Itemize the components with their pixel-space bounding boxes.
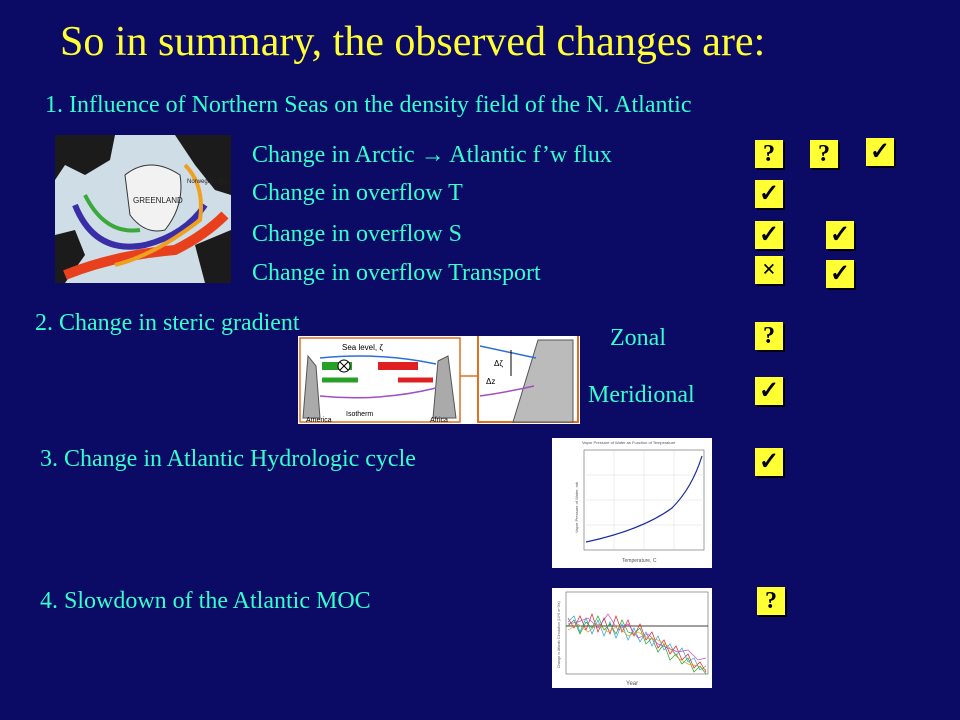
row-arctic-mark-3: ✓ — [866, 138, 894, 166]
row-overflow-s-mark-2: ✓ — [826, 221, 854, 249]
moc-slowdown-chart — [552, 588, 712, 688]
vapor-svg — [552, 438, 712, 568]
moc-svg — [552, 588, 712, 688]
map-norwegian-label: Norwegian Sea — [187, 179, 229, 185]
steric-svg — [298, 336, 580, 424]
diagram-dzeta-label: Δζ — [494, 359, 503, 368]
item-4-heading: 4. Slowdown of the Atlantic MOC — [40, 588, 371, 614]
row-overflow-s-label: Change in overflow S — [252, 221, 462, 247]
diagram-dz-label: Δz — [486, 377, 496, 386]
row-overflow-s-mark-1: ✓ — [755, 221, 783, 249]
vapor-chart-ylabel: Vapor Pressure of Water, mb — [574, 481, 579, 533]
steric-gradient-diagram — [298, 336, 580, 424]
hydrologic-mark: ✓ — [755, 448, 783, 476]
moc-chart-ylabel: Change in Atlantic Circulation (10^6 m^3/s) — [557, 601, 561, 668]
row-transport-label: Change in overflow Transport — [252, 260, 541, 286]
map-greenland-label: GREENLAND — [133, 196, 183, 205]
row-transport-mark-1: × — [755, 256, 783, 284]
page-title: So in summary, the observed changes are: — [60, 19, 766, 65]
row-transport-mark-2: ✓ — [826, 260, 854, 288]
zonal-label: Zonal — [610, 325, 666, 351]
moc-mark: ? — [757, 587, 785, 615]
map-svg — [55, 135, 231, 283]
item-1-heading: 1. Influence of Northern Seas on the density field of the N. Atlantic — [45, 92, 692, 118]
vapor-pressure-chart — [552, 438, 712, 568]
row-arctic-mark-1: ? — [755, 140, 783, 168]
item-3-heading: 3. Change in Atlantic Hydrologic cycle — [40, 446, 416, 472]
meridional-mark: ✓ — [755, 377, 783, 405]
diagram-isotherm-label: Isotherm — [346, 411, 374, 418]
row-overflow-t-mark-1: ✓ — [755, 180, 783, 208]
row-arctic-mark-2: ? — [810, 140, 838, 168]
row-arctic-label: Change in Arctic → Atlantic f’w flux — [252, 142, 612, 168]
meridional-label: Meridional — [588, 382, 695, 408]
northern-seas-map — [55, 135, 231, 283]
zonal-mark: ? — [755, 322, 783, 350]
diagram-sea-level-label: Sea level, ζ — [342, 343, 383, 352]
moc-chart-xlabel: Year — [626, 681, 639, 687]
vapor-chart-xlabel: Temperature, C — [622, 558, 657, 564]
diagram-america-label: America — [306, 417, 332, 424]
item-2-heading: 2. Change in steric gradient — [35, 310, 300, 336]
diagram-africa-label: Africa — [430, 417, 448, 424]
row-overflow-t-label: Change in overflow T — [252, 180, 463, 206]
vapor-chart-title: Vapor Pressure of Water as Function of Temperature — [582, 440, 676, 445]
